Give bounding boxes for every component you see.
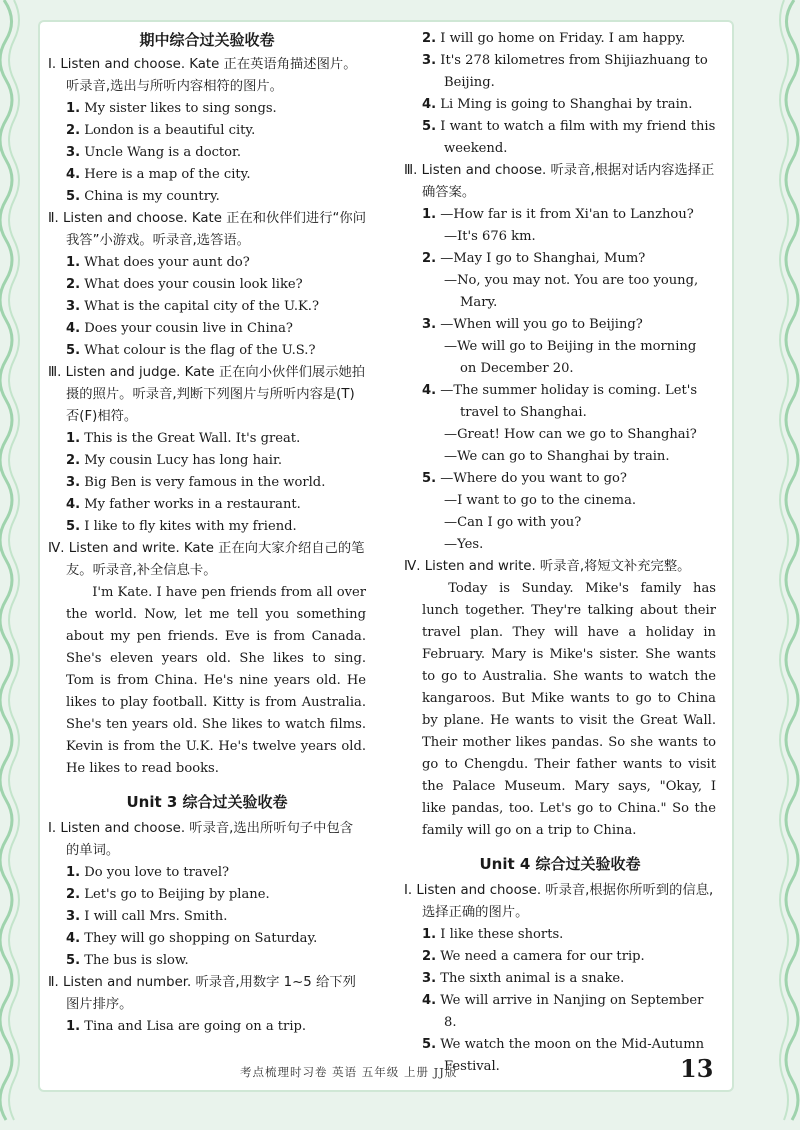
left-column	[48, 28, 366, 1038]
section-2-heading: Ⅱ. Listen and choose. Kate 正在和伙伴们进行“你问我答”小游戏。听录音,选答语。	[48, 211, 367, 248]
list-item: 2. London is a beautiful city.	[66, 123, 256, 138]
page-footer	[0, 1030, 800, 1083]
list-item: 4. Does your cousin live in China?	[66, 321, 293, 336]
page-number: 13	[680, 1054, 714, 1083]
list-item: 2. Let's go to Beijing by plane.	[66, 887, 270, 902]
right-wave-border	[776, 0, 800, 1130]
pen-friends-passage: I'm Kate. I have pen friends from all over the world. Now, let me tell you something about my pen friends. Eve is from Canada. She's eleven years old. She likes to sing. Tom is from China. He's nine years old. He likes to play football. Kitty is from Australia. She's ten years old. She likes to watch films. Kevin is from the U.K. He's twelve years old. He likes to read books.	[66, 585, 367, 776]
list-item: 2. What does your cousin look like?	[66, 277, 303, 292]
unit-4-section-1-heading: Ⅰ. Listen and choose. 听录音,根据你所听到的信息,选择正确的图片。	[404, 883, 714, 920]
footer-book-info: 考点梳理时习卷 英语 五年级 上册 JJ版	[240, 1065, 458, 1079]
section-4-heading: Ⅳ. Listen and write. Kate 正在向大家介绍自己的笔友。听录音,补全信息卡。	[48, 541, 365, 578]
left-wave-border	[0, 0, 24, 1130]
list-item: 3. I will call Mrs. Smith.	[66, 909, 228, 924]
list-item: 3. It's 278 kilometres from Shijiazhuang to Beijing.	[422, 53, 708, 90]
family-trip-passage: Today is Sunday. Mike's family has lunch together. They're talking about their travel plan. They will have a holiday in February. Mary is Mike's sister. She wants to go to Australia. She wants to watch the kangaroos. But Mike wants to go to China by plane. He wants to visit the Great Wall. Their mother likes pandas. So she wants to go to Chengdu. Their father wants to visit the Palace Museum. Mary says, "Okay, I like pandas, too. Let's go to China." So the family will go on a trip to China.	[422, 581, 716, 838]
dialogue-line: —I want to go to the cinema.	[444, 493, 637, 508]
midterm-title: 期中综合过关验收卷	[139, 31, 275, 49]
dialogue-list	[404, 204, 716, 556]
list-item: 5. The bus is slow.	[66, 953, 189, 968]
unit-3-section-1-list	[48, 862, 366, 972]
dialogue-line: 4. —The summer holiday is coming. Let's travel to Shanghai.	[422, 383, 698, 420]
list-item: 5. China is my country.	[66, 189, 220, 204]
list-item: 2. My cousin Lucy has long hair.	[66, 453, 282, 468]
list-item: 4. We will arrive in Nanjing on September 8.	[422, 993, 704, 1030]
dialogue-line: —Yes.	[444, 537, 484, 552]
dialogue-line: —No, you may not. You are too young, Mary.	[444, 273, 699, 310]
section-1-heading: Ⅰ. Listen and choose. Kate 正在英语角描述图片。听录音,选出与所听内容相符的图片。	[48, 57, 357, 94]
dialogue-line: 1. —How far is it from Xi'an to Lanzhou?	[422, 207, 694, 222]
list-item: 4. My father works in a restaurant.	[66, 497, 301, 512]
unit-4-title: Unit 4 综合过关验收卷	[479, 855, 641, 873]
right-column	[404, 28, 716, 1078]
dialogue-line: —Can I go with you?	[444, 515, 582, 530]
list-item: 3. Uncle Wang is a doctor.	[66, 145, 242, 160]
unit-3-section-2-heading: Ⅱ. Listen and number. 听录音,用数字 1~5 给下列图片排序。	[48, 975, 356, 1012]
continued-list	[404, 28, 716, 160]
section-3-heading: Ⅲ. Listen and judge. Kate 正在向小伙伴们展示她拍摄的照片。听录音,判断下列图片与所听内容是(T)否(F)相符。	[48, 365, 366, 424]
list-item: 1. This is the Great Wall. It's great.	[66, 431, 301, 446]
unit-3-section-1-heading: Ⅰ. Listen and choose. 听录音,选出所听句子中包含的单词。	[48, 821, 354, 858]
list-item: 2. We need a camera for our trip.	[422, 949, 645, 964]
list-item: 1. Tina and Lisa are going on a trip.	[66, 1019, 307, 1034]
list-item: 3. The sixth animal is a snake.	[422, 971, 625, 986]
section-2-list	[48, 252, 366, 362]
dialogue-line: —Great! How can we go to Shanghai?	[444, 427, 697, 442]
list-item: 1. What does your aunt do?	[66, 255, 250, 270]
list-item: 1. My sister likes to sing songs.	[66, 101, 277, 116]
list-item: 2. I will go home on Friday. I am happy.	[422, 31, 686, 46]
section-3-list	[48, 428, 366, 538]
list-item: 5. I like to fly kites with my friend.	[66, 519, 297, 534]
list-item: 5. What colour is the flag of the U.S.?	[66, 343, 316, 358]
dialogue-line: —We will go to Beijing in the morning on December 20.	[444, 339, 697, 376]
section-4-write-heading: Ⅳ. Listen and write. 听录音,将短文补充完整。	[404, 559, 691, 574]
dialogue-line: 5. —Where do you want to go?	[422, 471, 627, 486]
dialogue-line: 3. —When will you go to Beijing?	[422, 317, 643, 332]
list-item: 1. Do you love to travel?	[66, 865, 230, 880]
list-item: 4. They will go shopping on Saturday.	[66, 931, 318, 946]
list-item: 5. We watch the moon on the Mid-Autumn Festival.	[422, 1037, 705, 1074]
list-item: 3. What is the capital city of the U.K.?	[66, 299, 319, 314]
list-item: 3. Big Ben is very famous in the world.	[66, 475, 326, 490]
section-3-dialogue-heading: Ⅲ. Listen and choose. 听录音,根据对话内容选择正确答案。	[404, 163, 715, 200]
section-1-list	[48, 98, 366, 208]
list-item: 4. Li Ming is going to Shanghai by train.	[422, 97, 693, 112]
dialogue-line: —We can go to Shanghai by train.	[444, 449, 670, 464]
list-item: 1. I like these shorts.	[422, 927, 564, 942]
list-item: 4. Here is a map of the city.	[66, 167, 251, 182]
dialogue-line: 2. —May I go to Shanghai, Mum?	[422, 251, 646, 266]
list-item: 5. I want to watch a film with my friend this weekend.	[422, 119, 716, 156]
unit-3-title: Unit 3 综合过关验收卷	[126, 793, 288, 811]
dialogue-line: —It's 676 km.	[444, 229, 536, 244]
